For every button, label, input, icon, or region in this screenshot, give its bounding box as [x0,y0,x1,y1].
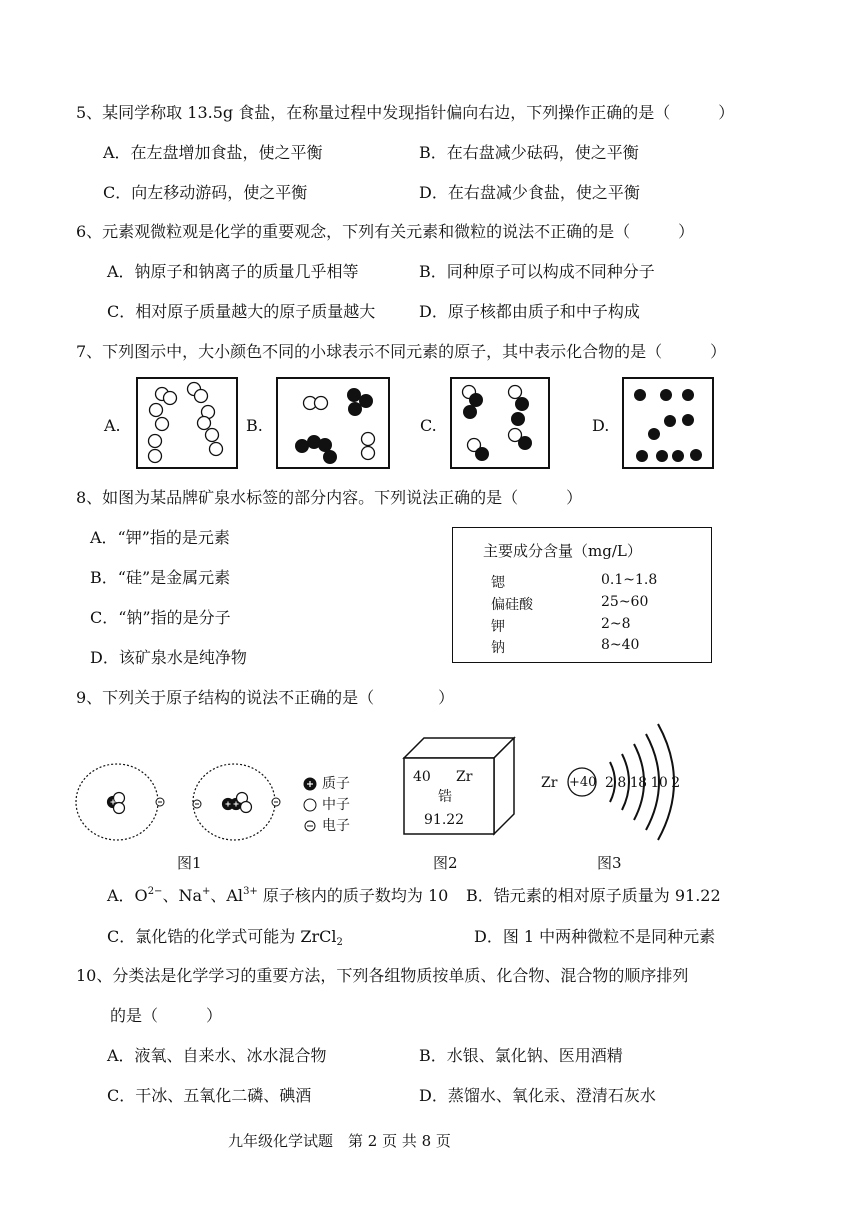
label-row-value: 25~60 [601,594,649,610]
q10-option-a: A．液氧、自来水、冰水混合物 [107,1046,327,1065]
q5-option-b: B．在右盘减少砝码，使之平衡 [419,143,639,162]
zr-atomic-number: 40 [413,769,431,785]
zr-name: 锆 [438,789,452,805]
q10-stem-continued: 的是（ ） [110,1006,223,1025]
q6-option-a: A．钠原子和钠离子的质量几乎相等 [107,262,359,281]
q6-option-d: D．原子核都由质子和中子构成 [419,302,640,321]
q7-diagram-c [450,377,550,469]
q7-diagram-d [622,377,714,469]
legend-electron: 电子 [322,818,350,834]
q8-stem: 8、如图为某品牌矿泉水标签的部分内容。下列说法正确的是（ ） [76,488,583,507]
q9-a-sup3: 3+ [243,886,258,897]
figure-1-caption: 图1 [177,854,202,872]
label-row [491,616,701,636]
label-row-value: 0.1~1.8 [601,572,658,588]
q7-diagram-a-graphic [138,379,236,467]
figure-2-caption: 图2 [433,854,458,872]
q6-stem: 6、元素观微粒观是化学的重要观念，下列有关元素和微粒的说法不正确的是（ ） [76,222,695,241]
q8-option-d: D．该矿泉水是纯净物 [90,648,247,667]
q9-c-sub: 2 [336,937,343,948]
q7-label-c: C. [420,416,437,435]
q9-c-pre: C．氯化锆的化学式可能为 ZrCl [107,927,337,946]
q9-a-sup1: 2− [147,886,163,897]
q10-option-b: B．水银、氯化钠、医用酒精 [419,1046,623,1065]
label-row [491,572,701,592]
label-row-value: 2~8 [601,616,631,632]
zr-symbol: Zr [456,769,473,785]
q5-stem: 5、某同学称取 13.5g 食盐，在称量过程中发现指针偏向右边，下列操作正确的是（ ） [76,103,735,122]
q9-stem: 9、下列关于原子结构的说法不正确的是（ ） [76,688,455,707]
legend-proton: 质子 [322,776,350,792]
q8-option-b: B．“硅”是金属元素 [90,568,231,587]
q5-option-c: C．向左移动游码，使之平衡 [103,183,308,202]
q9-a-post: 原子核内的质子数均为 10 [257,886,449,905]
fig3-symbol: Zr [541,775,558,791]
q5-option-a: A．在左盘增加食盐，使之平衡 [103,143,323,162]
mineral-water-label [452,527,712,663]
q7-stem: 7、下列图示中，大小颜色不同的小球表示不同元素的原子，其中表示化合物的是（ ） [76,342,727,361]
q7-diagram-d-graphic [624,379,712,467]
label-row-name: 钾 [491,619,505,635]
label-row-value: 8~40 [601,637,640,653]
q9-a-mid2: 、Al [210,886,244,905]
q5-option-d: D．在右盘减少食盐，使之平衡 [419,183,640,202]
figure-3-caption: 图3 [597,854,622,872]
fig3-nucleus: +40 [569,775,597,790]
q10-option-d: D．蒸馏水、氧化汞、澄清石灰水 [419,1086,656,1105]
legend-neutron: 中子 [322,797,350,813]
q7-diagram-c-graphic [452,379,548,467]
q9-option-c [107,927,343,947]
q9-a-sup2: + [201,886,211,897]
q9-a-mid1: 、Na [162,886,202,905]
q6-option-b: B．同种原子可以构成不同种分子 [419,262,655,281]
q8-option-c: C．“钠”指的是分子 [90,608,231,627]
label-row [491,637,701,657]
label-row-name: 偏硅酸 [491,597,533,613]
q7-label-a: A. [104,416,121,435]
figure-1-atoms [72,760,362,850]
q10-option-c: C．干冰、五氧化二磷、碘酒 [107,1086,312,1105]
label-row [491,594,701,614]
q9-a-pre: A．O [107,886,148,905]
q9-option-b: B．锆元素的相对原子质量为 91.22 [466,886,721,905]
q6-option-c: C．相对原子质量越大的原子质量越大 [107,302,376,321]
zr-mass: 91.22 [424,812,465,828]
fig3-electrons: 2 8 18 10 2 [605,775,680,791]
q7-label-b: B. [246,416,263,435]
q8-option-a: A．“钾”指的是元素 [90,528,230,547]
q7-diagram-a [136,377,238,469]
q10-stem: 10、分类法是化学学习的重要方法，下列各组物质按单质、化合物、混合物的顺序排列 [76,966,689,985]
q9-option-a [107,886,448,906]
q7-label-d: D. [592,416,610,435]
q9-option-d: D．图 1 中两种微粒不是同种元素 [474,927,716,946]
label-row-name: 锶 [491,575,505,591]
label-row-name: 钠 [491,640,505,656]
q7-diagram-b [276,377,390,469]
page-footer: 九年级化学试题 第 2 页 共 8 页 [228,1132,451,1150]
q7-diagram-b-graphic [278,379,388,467]
label-title: 主要成分含量（mg/L） [483,542,642,560]
